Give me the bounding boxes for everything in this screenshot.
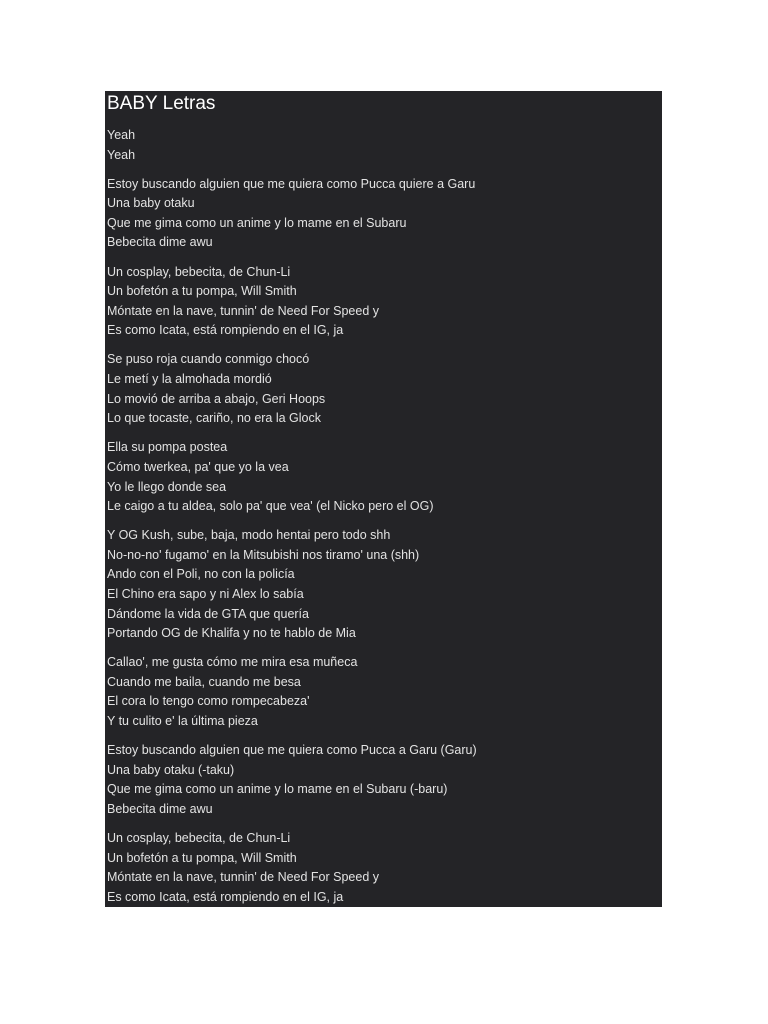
lyrics-body — [107, 126, 662, 907]
stanza — [107, 741, 662, 819]
stanza — [107, 829, 662, 907]
lyric-line: Móntate en la nave, tunnin' de Need For Speed y — [107, 303, 380, 318]
lyric-line: Le metí y la almohada mordió — [107, 372, 272, 387]
lyric-line: No-no-no' fugamo' en la Mitsubishi nos tiramo' una (shh) — [107, 547, 420, 562]
lyric-line: Callao', me gusta cómo me mira esa muñeca — [107, 655, 358, 670]
lyric-line: Dándome la vida de GTA que quería — [107, 606, 309, 621]
lyric-line: Bebecita dime awu — [107, 235, 213, 250]
lyric-line: Que me gima como un anime y lo mame en el Subaru (-baru) — [107, 782, 448, 797]
lyric-line: Estoy buscando alguien que me quiera como Pucca a Garu (Garu) — [107, 743, 477, 758]
lyric-line: Ando con el Poli, no con la policía — [107, 567, 295, 582]
lyric-line: Que me gima como un anime y lo mame en el Subaru — [107, 215, 407, 230]
lyric-line: El Chino era sapo y ni Alex lo sabía — [107, 586, 304, 601]
stanza — [107, 653, 662, 731]
lyric-line: Cuando me baila, cuando me besa — [107, 674, 301, 689]
stanza — [107, 126, 662, 165]
lyric-line: Se puso roja cuando conmigo chocó — [107, 352, 310, 367]
lyric-line: Una baby otaku (-taku) — [107, 762, 235, 777]
lyric-line: Lo que tocaste, cariño, no era la Glock — [107, 411, 322, 426]
lyric-line: Una baby otaku — [107, 196, 195, 211]
lyric-line: Le caigo a tu aldea, solo pa' que vea' (el Nicko pero el OG) — [107, 499, 434, 514]
lyric-line: Un bofetón a tu pompa, Will Smith — [107, 850, 297, 865]
page-title: BABY Letras — [107, 93, 216, 114]
lyric-line: Portando OG de Khalifa y no te hablo de Mia — [107, 626, 356, 641]
lyric-line: El cora lo tengo como rompecabeza' — [107, 694, 310, 709]
lyric-line: Yo le llego donde sea — [107, 479, 227, 494]
lyric-line: Cómo twerkea, pa' que yo la vea — [107, 459, 289, 474]
lyric-line: Yeah — [107, 147, 136, 162]
lyric-line: Ella su pompa postea — [107, 440, 228, 455]
stanza — [107, 350, 662, 428]
lyric-line: Lo movió de arriba a abajo, Geri Hoops — [107, 391, 326, 406]
lyric-line: Es como Icata, está rompiendo en el IG, ja — [107, 323, 344, 338]
stanza — [107, 263, 662, 341]
lyric-line: Es como Icata, está rompiendo en el IG, ja — [107, 889, 344, 904]
lyric-line: Bebecita dime awu — [107, 801, 213, 816]
stanza — [107, 175, 662, 253]
lyrics-panel — [105, 91, 662, 907]
lyric-line: Un cosplay, bebecita, de Chun-Li — [107, 831, 291, 845]
lyric-line: Y tu culito e' la última pieza — [107, 714, 258, 729]
lyric-line: Yeah — [107, 128, 136, 142]
lyric-line: Un cosplay, bebecita, de Chun-Li — [107, 264, 291, 279]
lyric-line: Móntate en la nave, tunnin' de Need For Speed y — [107, 870, 380, 885]
lyric-line: Y OG Kush, sube, baja, modo hentai pero todo shh — [107, 528, 391, 543]
lyric-line: Un bofetón a tu pompa, Will Smith — [107, 284, 297, 299]
stanza — [107, 438, 662, 516]
stanza — [107, 526, 662, 644]
lyric-line: Estoy buscando alguien que me quiera como Pucca quiere a Garu — [107, 176, 476, 191]
